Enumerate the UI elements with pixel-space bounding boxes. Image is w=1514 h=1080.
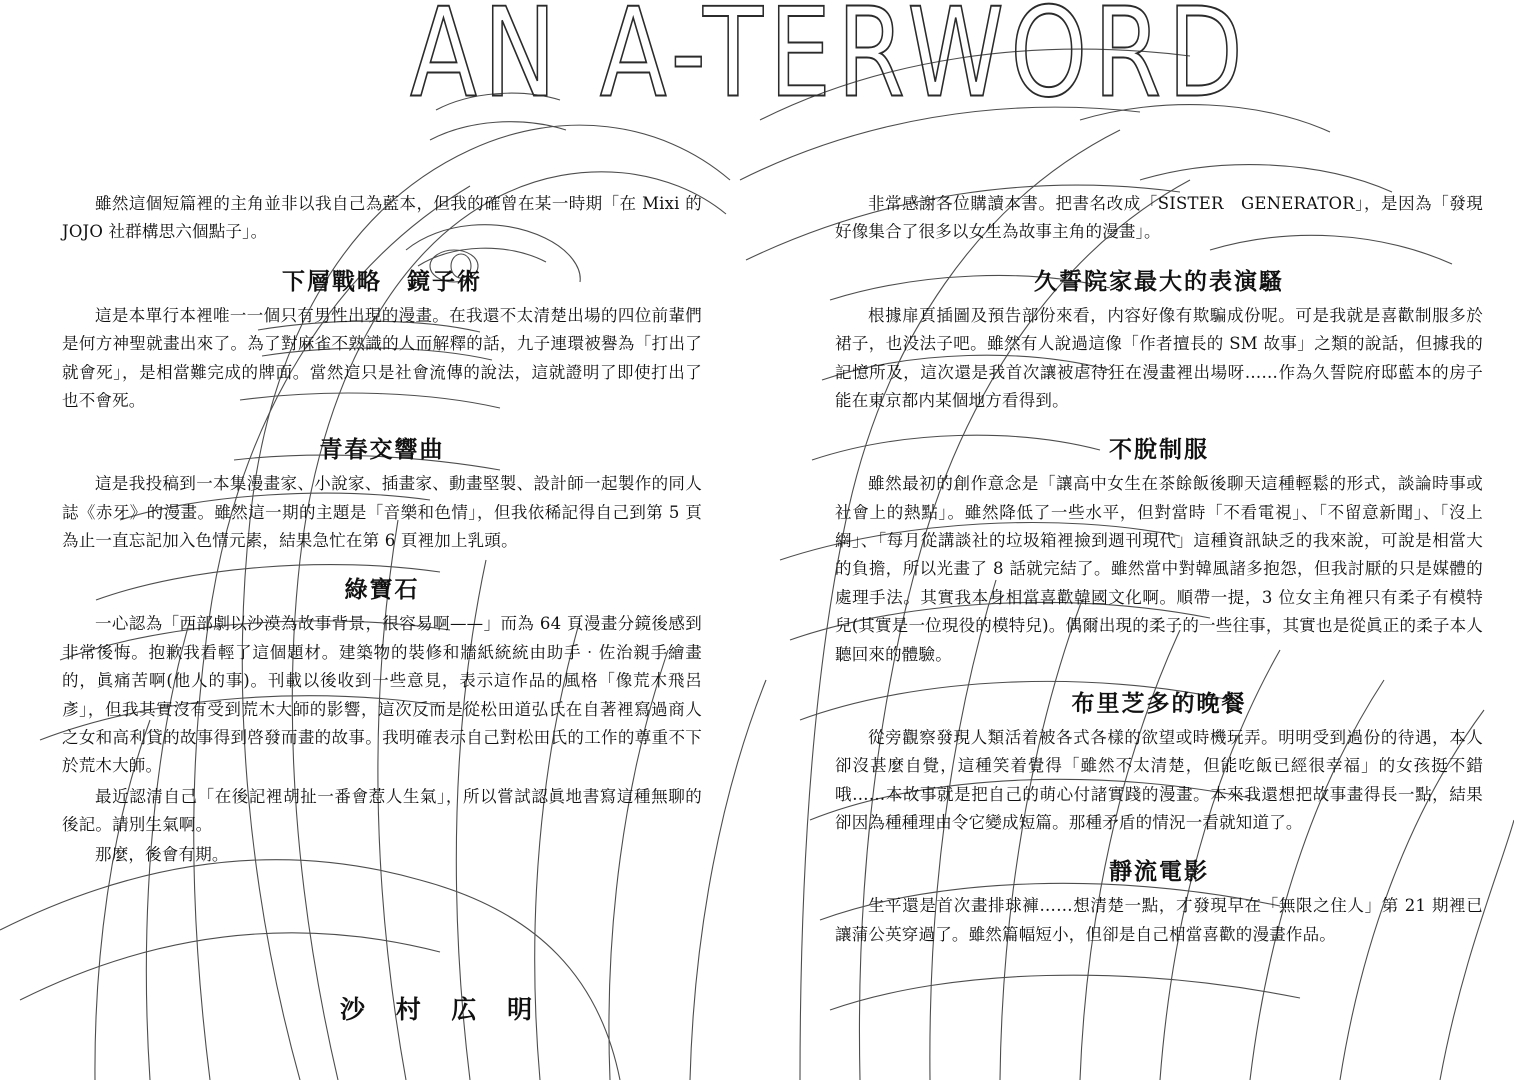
section-heading-quiet-stream-cinema: 靜流電影 bbox=[1109, 858, 1209, 886]
right-page-column bbox=[835, 190, 1483, 951]
right-page bbox=[757, 0, 1514, 1080]
section-heading-youth-symphony: 青春交響曲 bbox=[319, 436, 445, 464]
section-paragraph: 那麼，後會有期。 bbox=[95, 845, 229, 865]
section-paragraph: 一心認為「西部劇以沙漠為故事背景，很容易啊——」而為 64 頁漫畫分鏡後感到非常後悔。抱歉我看輕了這個題材。建築物的裝修和牆紙統統由助手‧佐治親手繪畫的，眞痛苦啊(他人的事)。刊載以後收到一些意見，表示這作品的風格「像荒木飛呂彥」，但我其實沒有受到荒木大師的影響，這次反而是從松田道弘氏在自著裡寫過商人之女和高利貸的故事得到啓發而畫的故事。我明確表示自己對松田氏的工作的尊重不下於荒木大師。 bbox=[62, 614, 702, 776]
section-paragraph: 這是本單行本裡唯一一個只有男性出現的漫畫。在我還不太清楚出場的四位前輩們是何方神聖就畫出來了。為了對麻雀不熟識的人而解釋的話，九子連環被譽為「打出了就會死」，是相當難完成的牌面。當然這只是社會流傳的說法，這就證明了即使打出了也不會死。 bbox=[62, 305, 702, 410]
section-heading-kuseiin-greatest-performance: 久誓院家最大的表演騷 bbox=[1034, 267, 1284, 295]
section-heading-brigitte-dinner: 布里芝多的晚餐 bbox=[1071, 689, 1247, 717]
right-intro-paragraph: 非常感謝各位購讀本書。把書名改成「SISTER GENERATOR」，是因為「發現好像集合了很多以女生為故事主角的漫畫」。 bbox=[835, 194, 1483, 242]
section-heading-lower-tier-strategy: 下層戰略 鏡子術 bbox=[282, 267, 482, 295]
left-page-column bbox=[62, 190, 702, 872]
section-paragraph: 雖然最初的創作意念是「讓高中女生在茶餘飯後聊天這種輕鬆的形式，談論時事或社會上的熱點」。雖然降低了一些水平，但對當時「不看電視」、「不留意新聞」、「沒上網」、「每月從講談社的垃圾箱裡撿到週刊現代」這種資訊缺乏的我來說，可說是相當大的負擔，所以光畫了 8 話就完結了。雖然當中對韓風諸多抱怨，但我討厭的只是媒體的處理手法。其實我本身相當喜歡韓國文化啊。順帶一提，3 位女主角裡只有柔子有模特兒(其實是一位現役的模特兒)。偶爾出現的柔子的一些往事，其實也是從眞正的柔子本人聽回來的體驗。 bbox=[835, 474, 1483, 664]
afterword-title-text: AN A-TERWORD bbox=[410, 0, 1250, 126]
section-paragraph: 從旁觀察發現人類活着被各式各樣的欲望或時機玩弄。明明受到過份的待遇，本人卻沒甚麼自覺，這種笑着覺得「雖然不太清楚，但能吃飯已經很幸福」的女孩挺不錯哦……本故事就是把自己的萌心付諸實踐的漫畫。本來我還想把故事畫得長一點，結果卻因為種種理由令它變成短篇。那種矛盾的情況一看就知道了。 bbox=[835, 727, 1483, 832]
author-signature: 沙 村 広 明 bbox=[340, 995, 544, 1024]
section-paragraph: 根據扉頁插圖及預告部份來看，内容好像有欺騙成份呢。可是我就是喜歡制服多於裙子，也没法子吧。雖然有人說過這像「作者擅長的 SM 故事」之類的說話，但據我的記憶所及，這次還是我首次讓被虐待狂在漫畫裡出場呀……作為久誓院府邸藍本的房子能在東京都内某個地方看得到。 bbox=[835, 305, 1483, 410]
section-paragraph: 這是我投稿到一本集漫畫家、小說家、插畫家、動畫堅製、設計師一起製作的同人誌《赤牙》的漫畫。雖然這一期的主題是「音樂和色情」，但我依稀記得自己到第 5 頁為止一直忘記加入色情元素，結果急忙在第 6 頁裡加上乳頭。 bbox=[62, 474, 702, 550]
section-paragraph: 最近認清自己「在後記裡胡扯一番會惹人生氣」，所以嘗試認眞地書寫這種無聊的後記。請別生氣啊。 bbox=[62, 786, 702, 834]
left-intro-paragraph: 雖然這個短篇裡的主角並非以我自己為藍本，但我的確曾在某一時期「在 Mixi 的 JOJO 社群構思六個點子」。 bbox=[62, 194, 702, 242]
section-paragraph: 生平還是首次畫排球褲……想清楚一點，才發現早在「無限之住人」第 21 期裡已讓蒲公英穿過了。雖然篇幅短小，但卻是自己相當喜歡的漫畫作品。 bbox=[835, 896, 1483, 944]
section-heading-never-take-off-uniform: 不脫制服 bbox=[1109, 436, 1209, 464]
section-heading-emerald: 綠寶石 bbox=[344, 576, 420, 604]
